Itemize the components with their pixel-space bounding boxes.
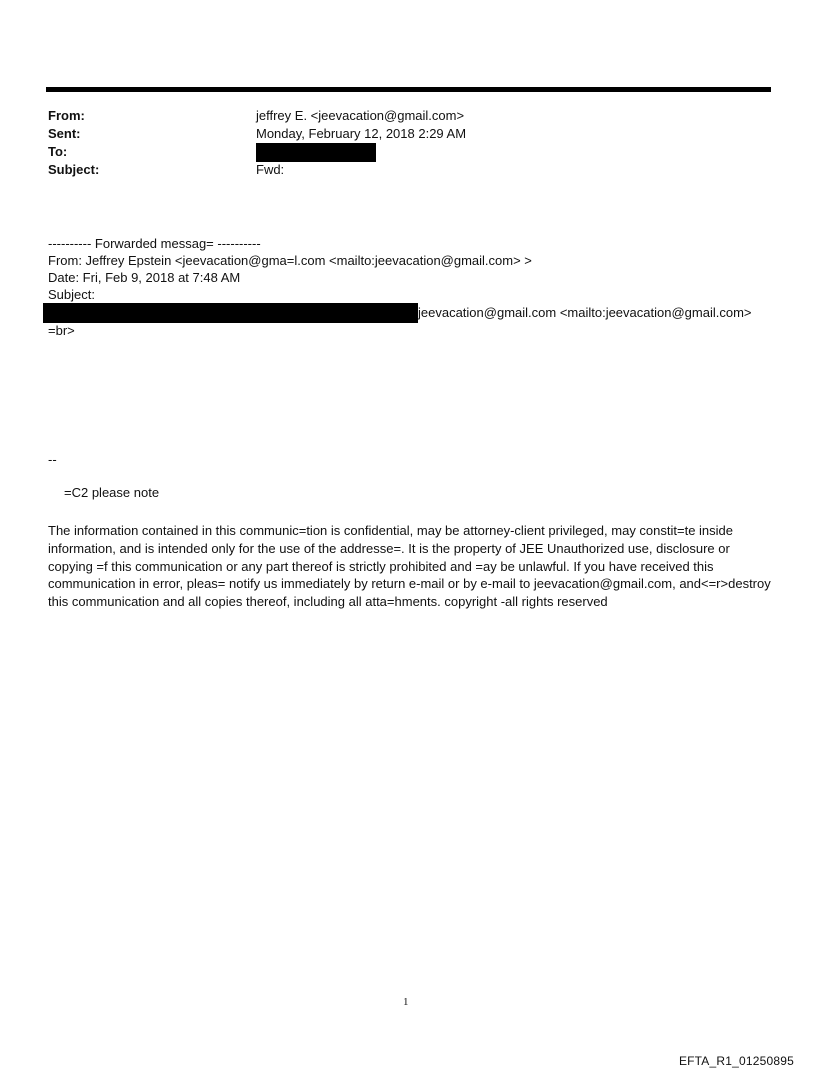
from-label: From: bbox=[48, 108, 85, 123]
to-row bbox=[48, 143, 768, 161]
forward-br-line: =br> bbox=[48, 323, 75, 338]
sent-label: Sent: bbox=[48, 126, 81, 141]
to-value bbox=[256, 143, 768, 161]
redaction-box bbox=[256, 143, 376, 162]
subject-label: Subject: bbox=[48, 162, 100, 177]
subject-value: Fwd: bbox=[256, 162, 285, 177]
sent-row bbox=[48, 125, 768, 143]
forward-subject-line: Subject: bbox=[48, 287, 95, 302]
page-number: 1 bbox=[403, 996, 409, 1008]
forward-recipient-line bbox=[43, 303, 773, 322]
forward-separator: ---------- Forwarded messag= ---------- bbox=[48, 236, 261, 251]
redaction-box bbox=[43, 303, 418, 323]
sent-value: Monday, February 12, 2018 2:29 AM bbox=[256, 126, 467, 141]
email-header bbox=[48, 107, 768, 179]
signature-separator: -- bbox=[48, 452, 57, 467]
subject-row bbox=[48, 161, 768, 179]
from-value: jeffrey E. <jeevacation@gmail.com> bbox=[256, 108, 465, 123]
forward-recipient-email: jeevacation@gmail.com <mailto:jeevacation@gmail.com> bbox=[418, 305, 752, 320]
forward-date-line: Date: Fri, Feb 9, 2018 at 7:48 AM bbox=[48, 270, 241, 285]
forwarded-message bbox=[48, 235, 773, 339]
header-rule bbox=[46, 87, 771, 92]
document-id: EFTA_R1_01250895 bbox=[678, 1054, 794, 1068]
confidentiality-disclaimer: The information contained in this communic=tion is confidential, may be attorney-client privileged, may constit=te inside information, and is intended only for the use of the addresse=. It is the property of JEE Unauthorized use, disclosure or copying =f this communication or any part thereof is strictly prohibited and =ay be unlawful. If you have received this communication in error, pleas= notify us immediately by return e-mail or by e-mail to jeevacation@gmail.com, and<=r>destroy this communication and all copies thereof, including all atta=hments. copyright -all rights reserved bbox=[48, 523, 771, 610]
to-label: To: bbox=[48, 144, 68, 159]
forward-from-line: From: Jeffrey Epstein <jeevacation@gma=l.com <mailto:jeevacation@gmail.com> > bbox=[48, 253, 532, 268]
from-row bbox=[48, 107, 768, 125]
signature-note: =C2 please note bbox=[64, 485, 160, 500]
